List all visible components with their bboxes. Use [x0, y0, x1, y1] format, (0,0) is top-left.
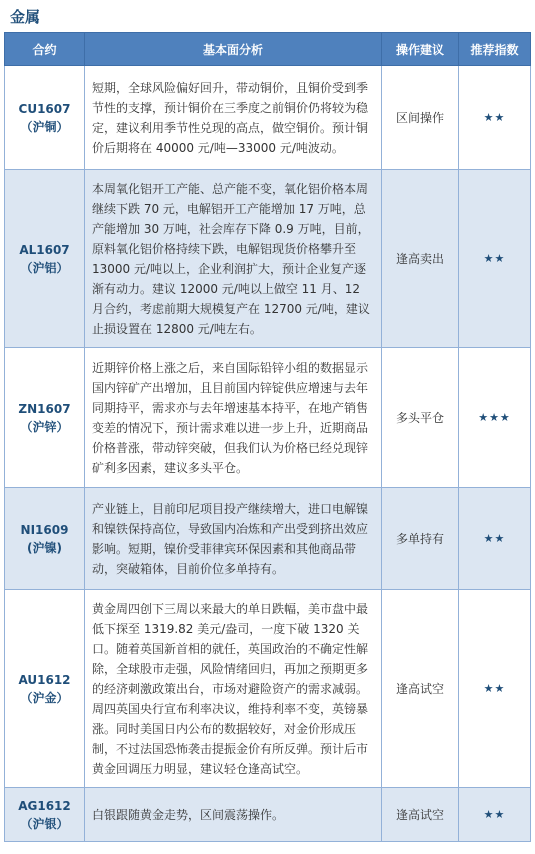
advice-cell: 区间操作 [382, 66, 459, 170]
rating-stars: ★★ [459, 66, 531, 170]
rating-stars: ★★ [459, 788, 531, 842]
table-row-zn [5, 348, 531, 488]
table-row-au [5, 590, 531, 788]
contract-cell [5, 488, 85, 590]
header-advice: 操作建议 [382, 33, 459, 66]
table-row-ni [5, 488, 531, 590]
table-row-al [5, 170, 531, 348]
contract-cell [5, 170, 85, 348]
table-row-cu [5, 66, 531, 170]
table-row-ag [5, 788, 531, 842]
contract-code: CU1607 [18, 101, 71, 116]
analysis-cell: 白银跟随黄金走势，区间震荡操作。 [85, 788, 382, 842]
contract-code: AG1612 [18, 798, 71, 813]
advice-cell: 逢高试空 [382, 590, 459, 788]
analysis-cell: 本周氧化铝开工产能、总产能不变，氧化铝价格本周继续下跌 70 元，电解铝开工产能增加 17 万吨，总产能增加 30 万吨，社会库存下降 0.9 万吨，目前，原料氧化铝价格持续下跌，电解铝现货价格攀升至 13000 元/吨以上，企业利润扩大，预计企业复产逐渐有动力。建议 12000 元/吨以上做空 11 月、12 月合约，考虑前期大规模复产在 12700 元/吨，建议止损设置在 12800 元/吨左右。 [85, 170, 382, 348]
header-contract: 合约 [5, 33, 85, 66]
contract-name: （沪铝） [20, 260, 69, 275]
analysis-cell: 短期，全球风险偏好回升，带动铜价，且铜价受到季节性的支撑，预计铜价在三季度之前铜价仍将较为稳定，建议利用季节性兑现的高点，做空铜价。预计铜价后期将在 40000 元/吨—33000 元/吨波动。 [85, 66, 382, 170]
contract-cell [5, 590, 85, 788]
rating-stars: ★★ [459, 590, 531, 788]
contract-code: ZN1607 [18, 401, 71, 416]
advice-cell: 逢高卖出 [382, 170, 459, 348]
contract-cell [5, 66, 85, 170]
contract-name: (沪镍) [27, 540, 62, 555]
contract-name: （沪铜） [20, 119, 69, 134]
section-title: 金属 [10, 8, 41, 26]
header-analysis: 基本面分析 [85, 33, 382, 66]
analysis-cell: 产业链上，目前印尼项目投产继续增大，进口电解镍和镍铁保持高位，导致国内冶炼和产出受到挤出效应影响。短期，镍价受菲律宾环保因素和其他商品带动，突破箱体，目前价位多单持有。 [85, 488, 382, 590]
metals-table [4, 32, 531, 842]
contract-cell [5, 788, 85, 842]
advice-cell: 逢高试空 [382, 788, 459, 842]
contract-name: （沪锌） [20, 419, 69, 434]
advice-cell: 多单持有 [382, 488, 459, 590]
rating-stars: ★★★ [459, 348, 531, 488]
header-rating: 推荐指数 [459, 33, 531, 66]
contract-code: AU1612 [18, 672, 71, 687]
advice-cell: 多头平仓 [382, 348, 459, 488]
contract-code: NI1609 [20, 522, 69, 537]
analysis-cell: 黄金周四创下三周以来最大的单日跌幅，美市盘中最低下探至 1319.82 美元/盎司，一度下破 1320 关口。随着英国新首相的就任，英国政治的不确定性解除，全球股市走强，风险情绪回归，再加之预期更多的经济刺激政策出台，市场对避险资产的需求减弱。周四英国央行宣布利率决议，维持利率不变，英镑暴涨。同时美国日内公布的数据较好，对金价形成压制，不过法国恐怖袭击提振金价有所反弹。预计后市黄金回调压力明显，建议轻仓逢高试空。 [85, 590, 382, 788]
contract-name: （沪金） [20, 690, 69, 705]
analysis-cell: 近期锌价格上涨之后，来自国际铅锌小组的数据显示国内锌矿产出增加，且目前国内锌锭供应增速与去年同期持平，需求亦与去年增速基本持平，在地产销售变差的情况下，预计需求难以进一步上升，近期商品价格普涨，带动锌突破，但我们认为价格已经兑现锌矿利多因素，建议多头平仓。 [85, 348, 382, 488]
table-header-row [5, 33, 531, 66]
contract-code: AL1607 [19, 242, 70, 257]
rating-stars: ★★ [459, 488, 531, 590]
contract-cell [5, 348, 85, 488]
contract-name: （沪银） [20, 816, 69, 831]
rating-stars: ★★ [459, 170, 531, 348]
